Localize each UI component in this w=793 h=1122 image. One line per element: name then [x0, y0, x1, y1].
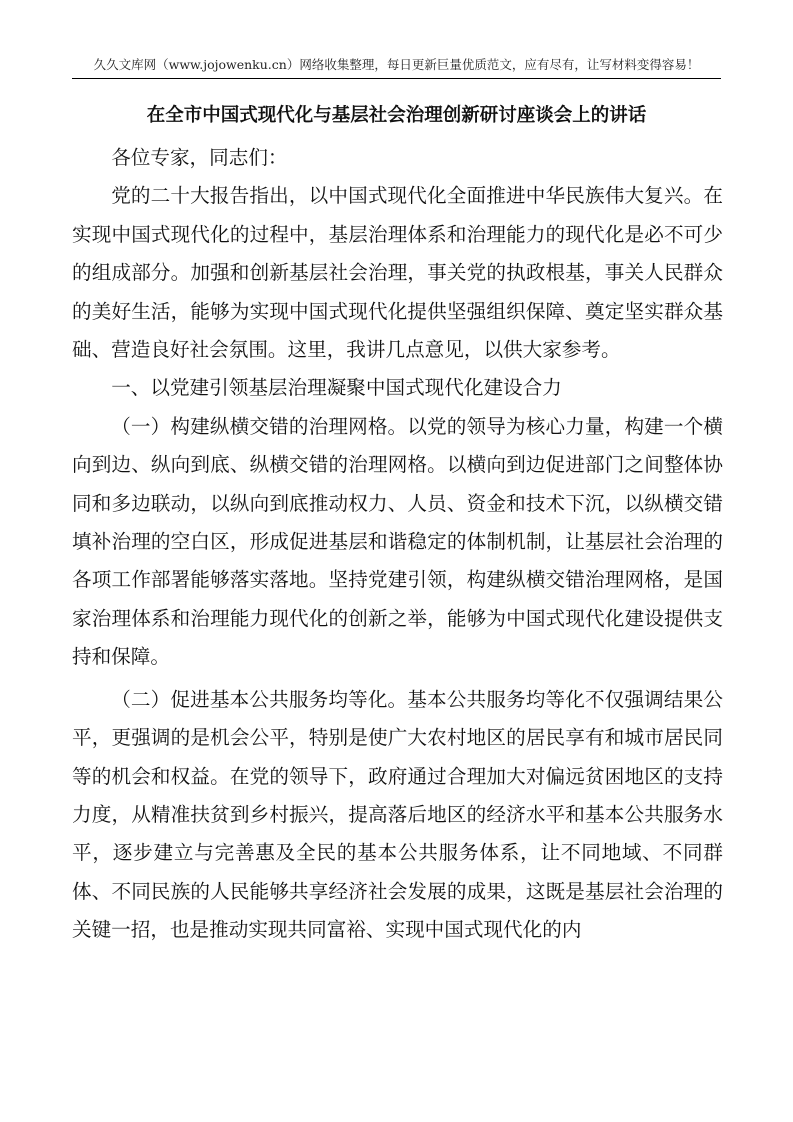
paragraph-1-2: （二）促进基本公共服务均等化。基本公共服务均等化不仅强调结果公平，更强调的是机会公平，特别是使广大农村地区的居民享有和城市居民同等的机会和权益。在党的领导下，政府通过合理加大对偏远贫困地区的支持力度，从精准扶贫到乡村振兴，提高落后地区的经济水平和基本公共服务水平，逐步建立与完善惠及全民的基本公共服务体系，让不同地域、不同群体、不同民族的人民能够共享经济社会发展的成果，这既是基层社会治理的关键一招，也是推动实现共同富裕、实现中国式现代化的内 [72, 687, 723, 942]
page-header: 久久文库网（www.jojowenku.cn）网络收集整理，每日更新巨量优质范文，应有尽有，让写材料变得容易！ [93, 57, 700, 72]
section-heading-1: 一、以党建引领基层治理凝聚中国式现代化建设合力 [111, 376, 562, 400]
document-title: 在全市中国式现代化与基层社会治理创新研讨座谈会上的讲话 [146, 105, 647, 126]
salutation: 各位专家，同志们： [111, 146, 288, 169]
paragraph-1-1: （一）构建纵横交错的治理网格。以党的领导为核心力量，构建一个横向到边、纵向到底、纵横交错的治理网格。以横向到边促进部门之间整体协同和多边联动，以纵向到底推动权力、人员、资金和技术下沉，以纵横交错填补治理的空白区，形成促进基层和谐稳定的体制机制，让基层社会治理的各项工作部署能够落实落地。坚持党建引领，构建纵横交错治理网格，是国家治理体系和治理能力现代化的创新之举，能够为中国式现代化建设提供支持和保障。 [72, 414, 723, 669]
header-divider [72, 78, 721, 79]
document-body [72, 139, 723, 950]
paragraph-intro: 党的二十大报告指出，以中国式现代化全面推进中华民族伟大复兴。在实现中国式现代化的过程中，基层治理体系和治理能力的现代化是必不可少的组成部分。加强和创新基层社会治理，事关党的执政根基，事关人民群众的美好生活，能够为实现中国式现代化提供坚强组织保障、奠定坚实群众基础、营造良好社会氛围。这里，我讲几点意见，以供大家参考。 [72, 184, 723, 362]
